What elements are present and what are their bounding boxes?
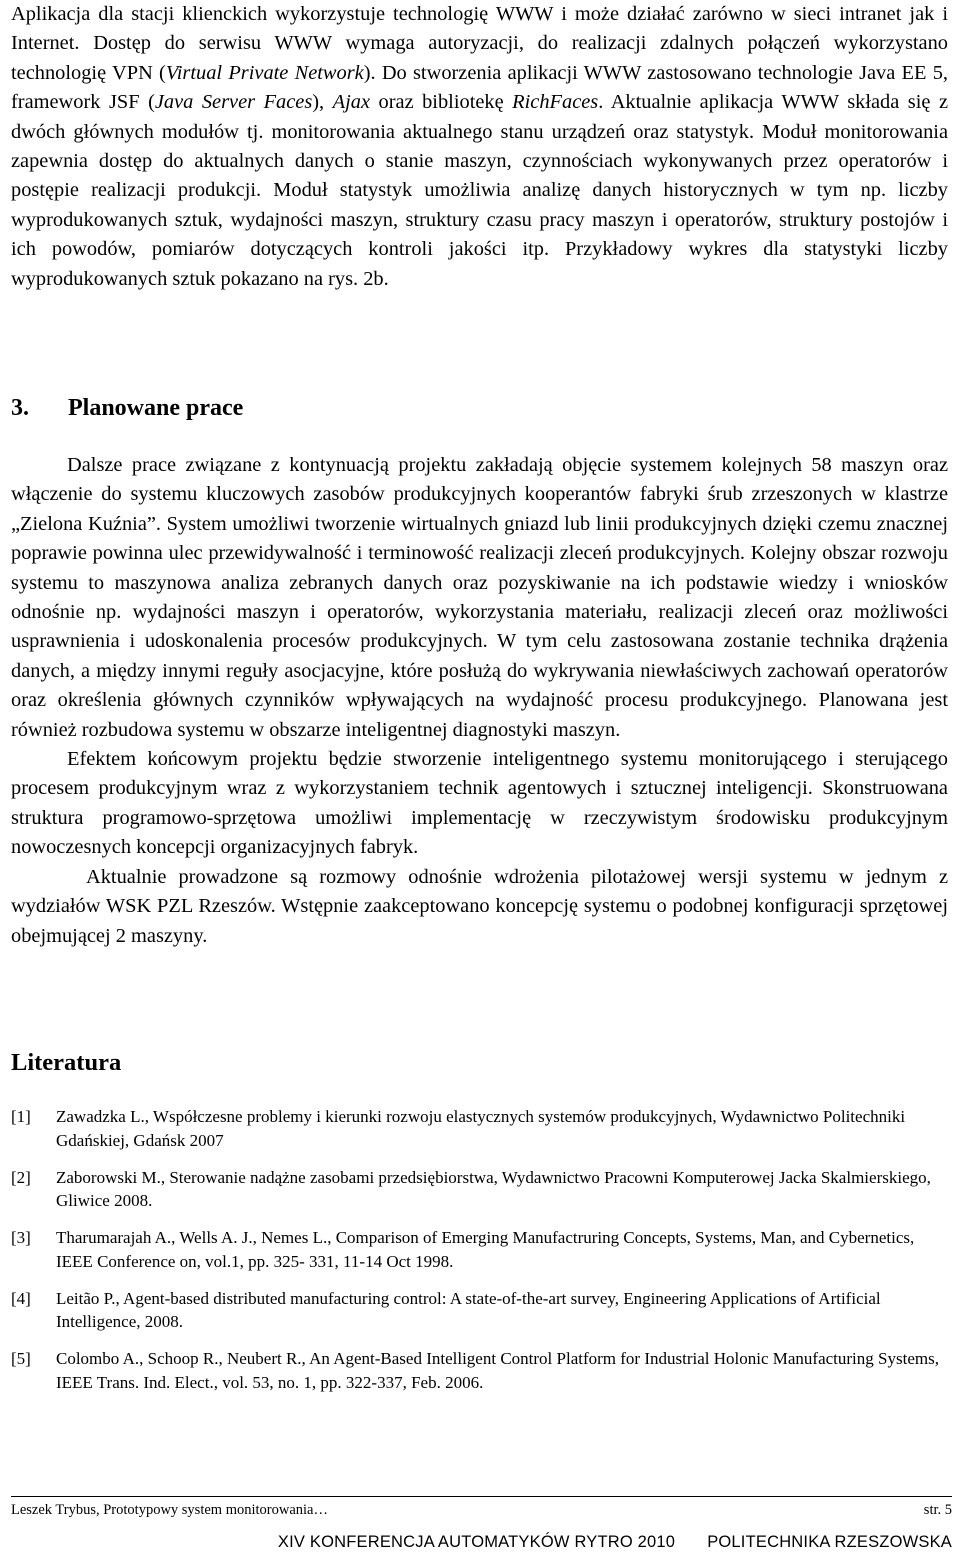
reference-number: [4] [11,1288,31,1308]
intro-italic-4: RichFaces [512,91,599,114]
reference-text: Colombo A., Schoop R., Neubert R., An Agent-Based Intelligent Control Platform for Industrial Holonic Manufacturing Systems, IEEE Trans. Ind. Elect., vol. 53, no. 1, pp. 322-337, Feb. 2006. [56,1349,939,1392]
intro-paragraph [11,0,948,294]
footer-row [11,1501,952,1519]
intro-italic-3: Ajax [332,91,371,114]
reference-item [11,1287,948,1334]
reference-number: [2] [11,1167,31,1187]
reference-list [11,1105,948,1408]
running-title: Leszek Trybus, Prototypowy system monitorowania… [11,1502,328,1518]
intro-italic-1: Virtual Private Network [165,61,364,84]
reference-text: Zaborowski M., Sterowanie nadążne zasobami przedsiębiorstwa, Wydawnictwo Pracowni Komputerowej Jacka Skalmierskiego, Gliwice 2008. [56,1167,931,1210]
reference-item [11,1105,948,1152]
reference-number: [5] [11,1349,31,1368]
section-paragraph: Efektem końcowym projektu będzie stworzenie inteligentnego systemu monitorującego i sterującego procesem produkcyjnym wraz z wykorzystaniem technik agentowych i sztucznej inteligencji. Skonstruowana struktura programowo-sprzętowa umożliwi implementację w rzeczywistym środowisku produkcyjnym nowoczesnych koncepcji organizacyjnych fabryk. [11,748,948,859]
literature-heading: Literatura [11,1049,122,1076]
reference-item [11,1347,948,1394]
reference-number: [1] [11,1107,31,1126]
section-title: Planowane prace [68,395,244,421]
section-number: 3. [11,395,29,421]
page-footer [11,1496,952,1552]
page-number: str. 5 [923,1502,952,1518]
reference-text: Zawadzka L., Współczesne problemy i kierunki rozwoju elastycznych systemów produkcyjnych, Wydawnictwo Politechniki Gdańskiej, Gdańsk 2007 [56,1107,906,1150]
reference-number: [3] [11,1228,31,1247]
intro-text-4: oraz bibliotekę [370,91,513,114]
reference-item [11,1166,948,1213]
intro-text-3: ), [312,91,333,114]
reference-text: Tharumarajah A., Wells A. J., Nemes L., Comparison of Emerging Manufactruring Concepts, Systems, Man, and Cybernetics, IEEE Conference on, vol.1, pp. 325- 331, 11-14 Oct 1998. [56,1228,915,1271]
conference-banner [11,1533,952,1552]
university-name: POLITECHNIKA RZESZOWSKA [707,1533,952,1551]
reference-text: Leitão P., Agent-based distributed manufacturing control: A state-of-the-art survey, Engineering Applications of Artificial Intelligence, 2008. [56,1288,881,1331]
intro-text-1: Aplikacja dla stacji klienckich wykorzystuje technologię WWW i może działać zarówno w sieci intranet jak i Internet. Dostęp do serwisu WWW wymaga autoryzacji, do realizacji zdalnych połączeń wykorzystano technologię VPN ( [11,3,948,84]
section-paragraph: Dalsze prace związane z kontynuacją projektu zakładają objęcie systemem kolejnych 58 maszyn oraz włączenie do systemu kluczowych zasobów produkcyjnych kooperantów fabryki śrub zrzeszonych w klastrze „Zielona Kuźnia”. System umożliwi tworzenie wirtualnych gniazd lub linii produkcyjnych dzięki czemu znacznej poprawie powinna ulec przewidywalność i terminowość realizacji zleceń produkcyjnych. Kolejny obszar rozwoju systemu to maszynowa analiza zebranych danych oraz pozyskiwanie na ich podstawie wiedzy i wniosków odnośnie np. wydajności maszyn i operatorów, wykorzystania materiału, realizacji zleceń oraz możliwości usprawnienia i udoskonalenia procesów produkcyjnych. W tym celu zastosowana zostanie technika drążenia danych, a między innymi reguły asocjacyjne, które posłużą do wykrywania niewłaściwych zachowań operatorów oraz określenia głównych czynników wpływających na wydajność procesu produkcyjnego. Planowana jest również rozbudowa systemu w obszarze inteligentnej diagnostyki maszyn. [11,454,948,741]
reference-item [11,1226,948,1273]
conference-name: XIV KONFERENCJA AUTOMATYKÓW RYTRO 2010 [277,1533,676,1551]
section-body [11,451,948,951]
section-heading [11,395,243,422]
intro-text-2: ). Do stworzenia aplikacji WWW zastosowano technologie Java EE 5, framework JSF ( [11,61,948,114]
section-paragraph: Aktualnie prowadzone są rozmowy odnośnie wdrożenia pilotażowej wersji systemu w jednym z wydziałów WSK PZL Rzeszów. Wstępnie zaakceptowano koncepcję systemu o podobnej konfiguracji sprzętowej obejmującej 2 maszyny. [11,865,948,947]
intro-text-5: . Aktualnie aplikacja WWW składa się z dwóch głównych modułów tj. monitorowania aktualnego stanu urządzeń oraz statystyk. Moduł monitorowania zapewnia dostęp do aktualnych danych o stanie maszyn, czynnościach wykonywanych przez operatorów i postępie realizacji produkcji. Moduł statystyk umożliwia analizę danych historycznych w tym np. liczby wyprodukowanych sztuk, wydajności maszyn, struktury czasu pracy maszyn i operatorów, struktury postojów i ich powodów, pomiarów dotyczących kontroli jakości itp. Przykładowy wykres dla statystyki liczby wyprodukowanych sztuk pokazano na rys. 2b. [11,91,948,290]
intro-italic-2: Java Server Faces [154,91,313,114]
